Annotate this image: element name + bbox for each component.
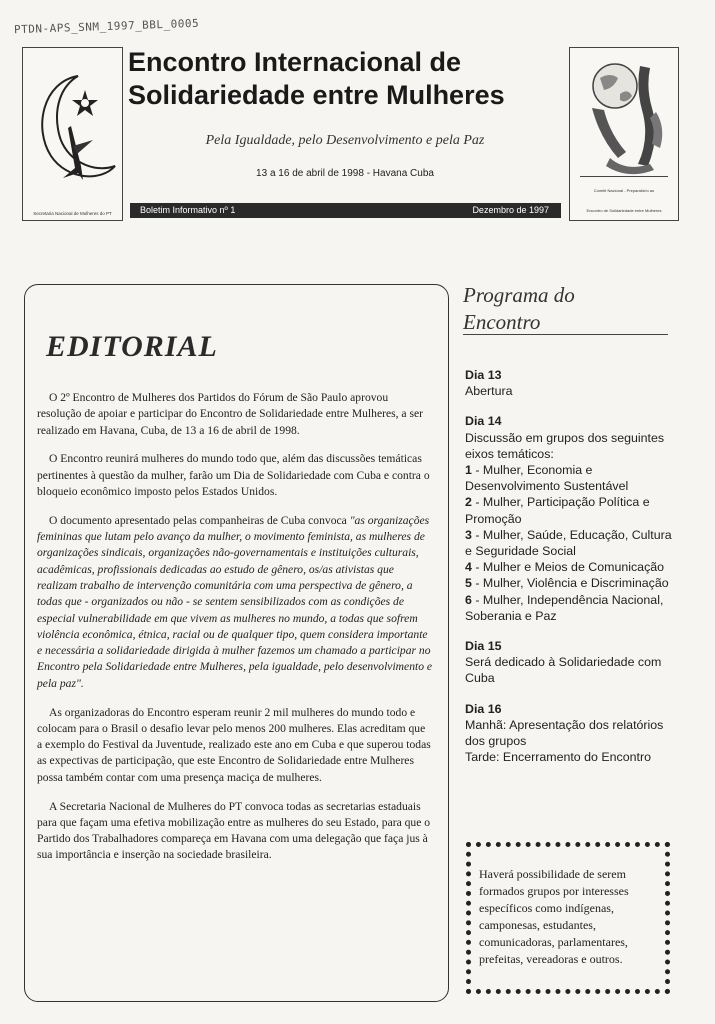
right-logo-caption-2: Encontro de Solidariedade entre Mulheres — [586, 208, 662, 213]
day-intro: Discussão em grupos dos seguintes eixos temáticos: — [465, 430, 665, 461]
day-text: Será dedicado à Solidariedade com Cuba — [465, 655, 662, 686]
day-13 — [465, 367, 673, 399]
program-title — [463, 282, 575, 336]
theme-number: 2 — [465, 495, 472, 510]
day-15 — [465, 638, 673, 687]
page-title — [128, 46, 505, 112]
archive-reference: PTDN-APS_SNM_1997_BBL_0005 — [13, 16, 200, 37]
editorial-paragraph: O 2º Encontro de Mulheres dos Partidos do Fórum de São Paulo aprovou resolução de apoiar e participar do Encontro de Solidariedade entre Mulheres, a ser realizado em Havana, Cuba, de 13 a 16 de abril de 1998. — [37, 391, 423, 437]
day-16 — [465, 701, 673, 766]
day-morning: Manhã: Apresentação dos relatórios dos grupos — [465, 717, 664, 749]
theme-text: - Mulher e Meios de Comunicação — [471, 560, 665, 575]
editorial-paragraph: A Secretaria Nacional de Mulheres do PT convoca todas as secretarias estaduais para que façam uma efetiva mobilização entre as mulheres do seu Estado, para que o Partido dos Trabalhadores compareça em Havana com uma delegação que faça jus à sua importância e inserção na sociedade brasileira. — [37, 799, 431, 862]
theme-number: 5 — [465, 576, 472, 591]
day-afternoon: Tarde: Encerramento do Encontro — [465, 750, 651, 765]
editorial-title: EDITORIAL — [46, 330, 218, 363]
day-label: Dia 16 — [465, 701, 502, 716]
editorial-paragraph: O Encontro reunirá mulheres do mundo todo que, além das discussões temáticas pertinentes à questão da mulher, farão um Dia de Solidariedade com Cuba e contra o bloqueio econômico imposto pelos Estados Unidos. — [37, 452, 430, 498]
day-14 — [465, 413, 673, 624]
theme-item — [465, 575, 673, 591]
bulletin-label: Boletim Informativo nº 1 — [140, 205, 236, 215]
left-logo-caption: Secretaria Nacional de Mulheres do PT — [33, 211, 112, 216]
theme-number: 6 — [465, 592, 472, 607]
day-label: Dia 15 — [465, 639, 502, 654]
theme-text: - Mulher, Economia e Desenvolvimento Sustentável — [465, 463, 629, 494]
theme-number: 1 — [465, 463, 472, 478]
left-logo-box — [22, 47, 123, 221]
theme-item — [465, 527, 673, 559]
event-date: 13 a 16 de abril de 1998 - Havana Cuba — [256, 168, 434, 179]
theme-number: 3 — [465, 527, 472, 542]
editorial-body — [37, 390, 433, 876]
theme-text: - Mulher, Participação Política e Promoção — [465, 495, 650, 526]
notice-text: Haverá possibilidade de serem formados grupos por interesses específicos como indígenas, camponesas, estudantes, comunicadoras, parlamentares, prefeitas, vereadoras e outros. — [479, 867, 629, 966]
day-label: Dia 14 — [465, 414, 502, 429]
editorial-paragraph — [37, 513, 433, 692]
subtitle: Pela Igualdade, pelo Desenvolvimento e pela Paz — [205, 133, 485, 148]
globe-hands-logo-icon — [570, 48, 678, 188]
right-logo-box — [569, 47, 679, 221]
program-title-line-2: Encontro — [463, 310, 541, 334]
program-title-line-1: Programa do — [463, 283, 575, 307]
theme-item — [465, 462, 673, 494]
day-label: Dia 13 — [465, 368, 502, 382]
theme-item — [465, 494, 673, 526]
theme-item — [465, 559, 673, 575]
theme-text: - Mulher, Violência e Discriminação — [471, 576, 669, 591]
right-logo-caption-1: Comitê Nacional - Preparatório ao — [593, 188, 655, 193]
theme-number: 4 — [465, 560, 472, 575]
theme-text: - Mulher, Independência Nacional, Soberania e Paz — [465, 592, 664, 623]
paragraph-intro: O documento apresentado pelas companheiras de Cuba convoca — [49, 513, 350, 527]
moon-star-logo-icon — [23, 48, 122, 198]
title-line-1: Encontro Internacional de — [128, 47, 462, 77]
bulletin-bar — [130, 203, 561, 218]
theme-item — [465, 592, 673, 624]
quoted-call: "as organizações femininas que lutam pelo avanço da mulher, o movimento feminista, as mulheres de organizações sindicais, organizações não-governamentais e instituições culturais, acadêmicas, profissionais dedicadas ao estudo de gênero, os/as ativistas que realizam trabalho de intervenção comunitária com uma perspectiva de gênero, a todas que - organizados ou não - se sentem sensibilizados com as condições de especial vulnerabilidade em que vivem as mulheres no mundo, a todas que sofrem violência econômica, étnica, racial ou de qualquer tipo, quem considera importante e necessária a solidariedade dirigida à mulher fazemos um chamado a participar no Encontro pela Solidariedade entre Mulheres, pela igualdade, pelo desenvolvimento e pela paz". — [37, 513, 433, 690]
title-line-2: Solidariedade entre Mulheres — [128, 80, 505, 110]
day-text: Abertura — [465, 384, 513, 399]
theme-text: - Mulher, Saúde, Educação, Cultura e Seguridade Social — [465, 527, 672, 559]
program-schedule — [465, 367, 673, 779]
bulletin-date: Dezembro de 1997 — [472, 205, 549, 215]
editorial-paragraph: As organizadoras do Encontro esperam reunir 2 mil mulheres do mundo todo e colocam para o Brasil o desafio levar pelo menos 200 mulheres. Elas acreditam que a exemplo do Festival da Juventude, realizado este ano em Cuba e que superou todas as expectivas de participação, que este Encontro de Solidariedade entre Mulheres possa também contar com uma presença maciça de mulheres. — [37, 705, 431, 784]
program-divider — [463, 334, 668, 335]
